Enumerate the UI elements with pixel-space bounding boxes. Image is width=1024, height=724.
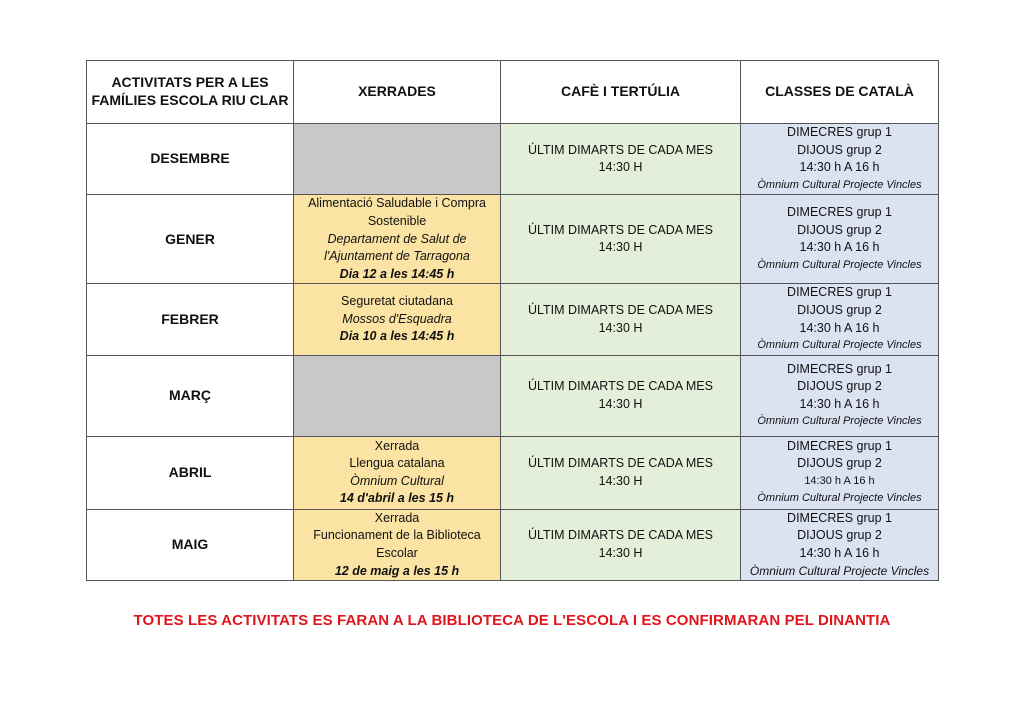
classes-org: Òmnium Cultural Projecte Vincles [757, 492, 922, 505]
classes-line1: DIMECRES grup 1 [787, 205, 892, 220]
talk-line1: Seguretat ciutadana [341, 294, 453, 309]
cafe-cell [501, 284, 741, 355]
cafe-line1: ÚLTIM DIMARTS DE CADA MES [528, 456, 713, 471]
classes-line3: 14:30 h A 16 h [799, 396, 880, 411]
classes-line1: DIMECRES grup 1 [787, 285, 892, 300]
table-row [87, 195, 939, 284]
cafe-line2: 14:30 H [598, 545, 643, 560]
header-activities-line1: ACTIVITATS PER A LES [111, 74, 269, 91]
classes-cell [741, 355, 939, 436]
month-cell: MAIG [87, 509, 294, 580]
classes-line2: DIJOUS grup 2 [797, 142, 882, 157]
classes-cell [741, 124, 939, 195]
cafe-line2: 14:30 H [598, 320, 643, 335]
classes-line2: DIJOUS grup 2 [797, 528, 882, 543]
table-row [87, 124, 939, 195]
classes-line1: DIMECRES grup 1 [787, 361, 892, 376]
talk-cell [294, 195, 501, 284]
month-cell: GENER [87, 195, 294, 284]
classes-line3: 14:30 h A 16 h [799, 160, 880, 175]
footer-note: TOTES LES ACTIVITATS ES FARAN A LA BIBLIOTECA DE L'ESCOLA I ES CONFIRMARAN PEL DINANTIA [133, 612, 891, 629]
cafe-line2: 14:30 H [598, 160, 643, 175]
classes-org: Òmnium Cultural Projecte Vincles [749, 563, 930, 578]
talk-date: 14 d'abril a les 15 h [339, 491, 455, 506]
classes-line3: 14:30 h A 16 h [799, 320, 880, 335]
talk-cell [294, 284, 501, 355]
classes-cell [741, 436, 939, 509]
talk-cell-empty [294, 124, 501, 195]
table-row [87, 436, 939, 509]
talk-line2: Mossos d'Esquadra [342, 311, 452, 326]
cafe-line2: 14:30 H [598, 473, 643, 488]
cafe-cell [501, 195, 741, 284]
cafe-line2: 14:30 H [598, 240, 643, 255]
classes-line1: DIMECRES grup 1 [787, 125, 892, 139]
table-row [87, 509, 939, 580]
cafe-line1: ÚLTIM DIMARTS DE CADA MES [528, 302, 713, 317]
classes-line2: DIJOUS grup 2 [797, 302, 882, 317]
talk-cell-empty [294, 355, 501, 436]
classes-org: Òmnium Cultural Projecte Vincles [757, 339, 922, 352]
talk-line1: Xerrada [374, 438, 420, 453]
classes-cell [741, 509, 939, 580]
talk-date: 12 de maig a les 15 h [334, 563, 460, 578]
classes-line2: DIJOUS grup 2 [797, 222, 882, 237]
talk-line2: Funcionament de la Biblioteca [313, 528, 481, 543]
talk-line3: Escolar [376, 545, 418, 560]
header-activities-line2: FAMÍLIES ESCOLA RIU CLAR [91, 92, 289, 108]
month-cell: ABRIL [87, 436, 294, 509]
classes-cell [741, 195, 939, 284]
talk-date: Dia 10 a les 14:45 h [339, 329, 455, 344]
talk-date: Dia 12 a les 14:45 h [339, 266, 455, 281]
talk-cell [294, 509, 501, 580]
header-activities [87, 61, 294, 124]
talk-line4: l'Ajuntament de Tarragona [324, 249, 470, 264]
classes-line3: 14:30 h A 16 h [799, 240, 880, 255]
month-cell: FEBRER [87, 284, 294, 355]
cafe-line1: ÚLTIM DIMARTS DE CADA MES [528, 379, 713, 394]
month-cell: DESEMBRE [87, 124, 294, 195]
table-header-row [87, 61, 939, 124]
classes-org: Òmnium Cultural Projecte Vincles [757, 415, 922, 428]
talk-line1: Alimentació Saludable i Compra [308, 196, 486, 211]
cafe-line1: ÚLTIM DIMARTS DE CADA MES [528, 222, 713, 237]
classes-line2: DIJOUS grup 2 [797, 456, 882, 471]
classes-line3: 14:30 h A 16 h [799, 545, 880, 560]
cafe-line1: ÚLTIM DIMARTS DE CADA MES [528, 528, 713, 543]
cafe-cell [501, 436, 741, 509]
classes-line2: DIJOUS grup 2 [797, 379, 882, 394]
header-talks: XERRADES [294, 61, 501, 124]
talk-line3: Òmnium Cultural [350, 473, 444, 488]
classes-org: Òmnium Cultural Projecte Vincles [757, 178, 922, 191]
classes-line1: DIMECRES grup 1 [787, 438, 892, 453]
table-row [87, 355, 939, 436]
talk-cell [294, 436, 501, 509]
cafe-line1: ÚLTIM DIMARTS DE CADA MES [528, 142, 713, 157]
classes-org: Òmnium Cultural Projecte Vincles [757, 258, 922, 271]
cafe-cell [501, 509, 741, 580]
talk-line3: Departament de Salut de [327, 231, 467, 246]
header-cafe: CAFÈ I TERTÚLIA [501, 61, 741, 124]
month-cell: MARÇ [87, 355, 294, 436]
classes-line1: DIMECRES grup 1 [787, 510, 892, 525]
talk-line1: Xerrada [374, 510, 420, 525]
cafe-cell [501, 124, 741, 195]
table-row [87, 284, 939, 355]
activities-table [86, 60, 939, 581]
cafe-line2: 14:30 H [598, 396, 643, 411]
classes-cell [741, 284, 939, 355]
talk-line2: Llengua catalana [349, 456, 445, 471]
cafe-cell [501, 355, 741, 436]
header-classes: CLASSES DE CATALÀ [741, 61, 939, 124]
classes-line3: 14:30 h A 16 h [804, 474, 875, 487]
talk-line2: Sostenible [367, 213, 427, 228]
